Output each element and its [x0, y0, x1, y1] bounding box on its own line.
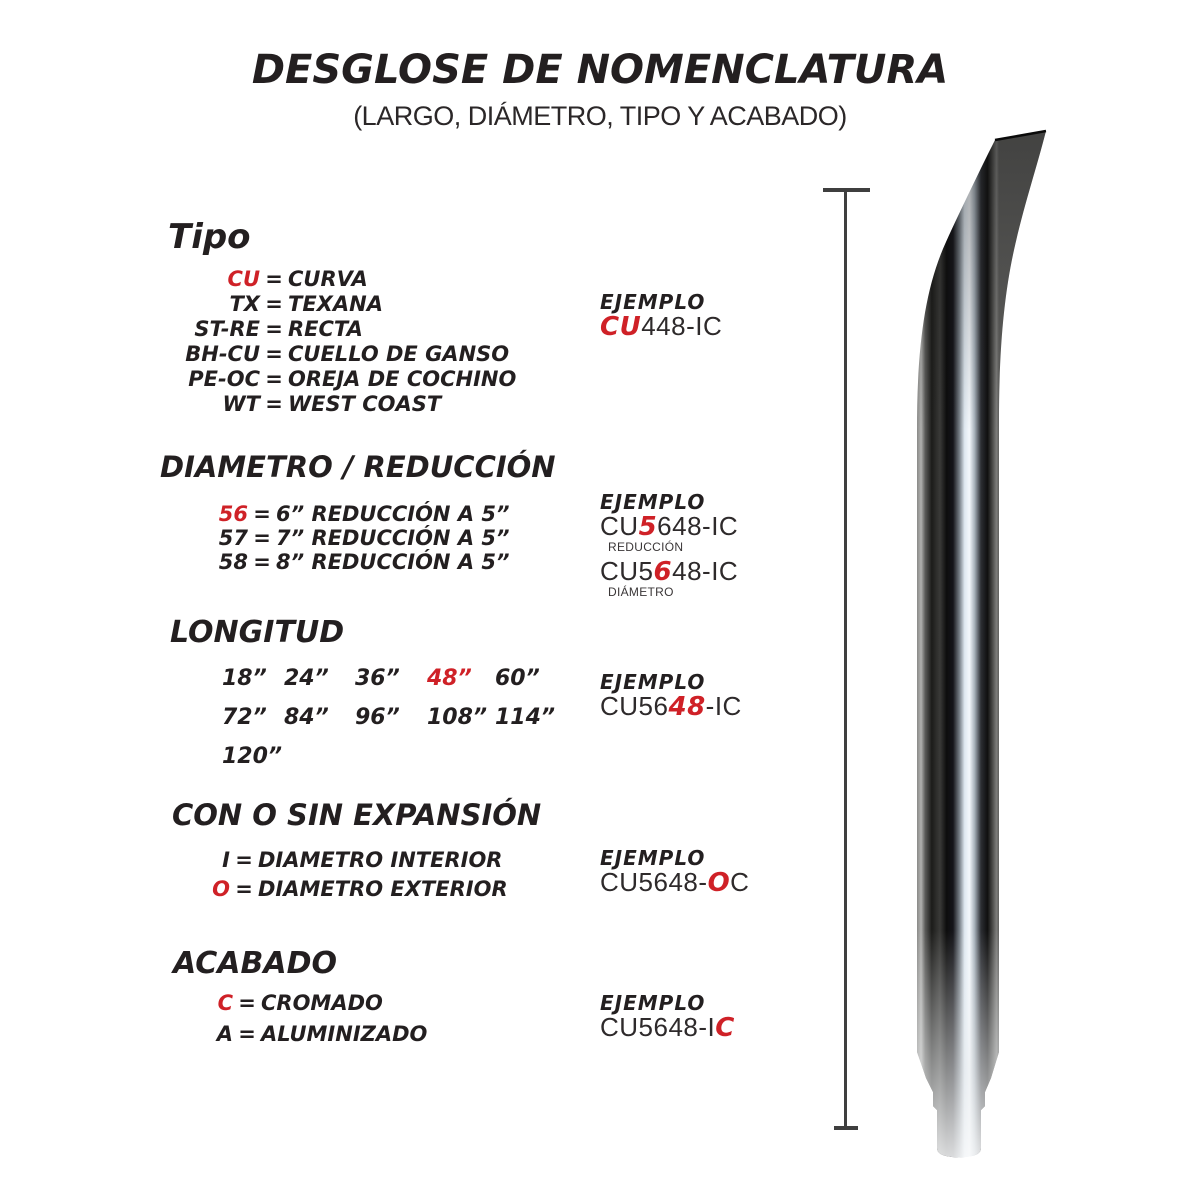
- def-row-c: [170, 988, 427, 1019]
- def-code: A: [216, 1022, 233, 1046]
- def-code: 56: [218, 502, 248, 526]
- def-row-56: [170, 502, 510, 526]
- def-value: DIAMETRO INTERIOR: [258, 848, 503, 872]
- equals-sign: =: [265, 267, 283, 291]
- code-segment: CU5648-: [600, 867, 708, 897]
- example-note-diametro: DIÁMETRO: [608, 585, 674, 599]
- def-value: CUELLO DE GANSO: [288, 342, 510, 366]
- def-code: PE-OC: [188, 367, 260, 391]
- def-value: 7” REDUCCIÓN A 5”: [276, 526, 510, 550]
- section-heading-tipo: Tipo: [168, 217, 251, 257]
- equals-sign: =: [265, 317, 283, 341]
- example-code-diametro: [600, 558, 738, 586]
- def-code: 58: [218, 550, 248, 574]
- code-segment: CU5648-I: [600, 1012, 716, 1042]
- example-label: EJEMPLO: [600, 490, 706, 514]
- example-label: EJEMPLO: [600, 846, 706, 870]
- section-heading-longitud: LONGITUD: [170, 615, 345, 650]
- def-value: 8” REDUCCIÓN A 5”: [276, 550, 510, 574]
- code-segment: -IC: [705, 691, 742, 721]
- equals-sign: =: [265, 367, 283, 391]
- example-code: [600, 693, 742, 721]
- def-row-58: [170, 550, 510, 574]
- def-value: CROMADO: [261, 991, 383, 1015]
- def-row-o: [170, 875, 508, 904]
- code-red-segment: 48: [668, 692, 706, 722]
- code-red-segment: CU: [600, 312, 642, 342]
- example-acabado: [600, 992, 735, 1042]
- example-label: EJEMPLO: [600, 290, 706, 314]
- def-row-tx: [170, 292, 516, 317]
- def-row-pe-oc: [170, 367, 516, 392]
- diametro-definitions: [170, 502, 510, 574]
- def-code: O: [212, 877, 230, 901]
- equals-sign: =: [238, 991, 256, 1015]
- length-item: 108”: [427, 705, 488, 730]
- section-heading-acabado: ACABADO: [173, 946, 338, 981]
- measure-line: [844, 190, 847, 1128]
- example-code-reduccion: [600, 513, 738, 541]
- example-label: EJEMPLO: [600, 991, 706, 1015]
- def-code: I: [222, 848, 230, 872]
- length-item: 60”: [495, 666, 540, 691]
- def-value: ALUMINIZADO: [261, 1022, 428, 1046]
- def-code: ST-RE: [194, 317, 260, 341]
- example-code: [600, 869, 749, 897]
- def-code: WT: [222, 392, 260, 416]
- pipe-top-shading: [917, 131, 1046, 430]
- code-red-segment: O: [707, 868, 731, 898]
- def-row-cu: [170, 267, 516, 292]
- equals-sign: =: [253, 526, 271, 550]
- section-heading-expansion: CON O SIN EXPANSIÓN: [172, 798, 542, 832]
- def-value: CURVA: [288, 267, 368, 291]
- example-tipo: [600, 291, 722, 341]
- def-row-bh-cu: [170, 342, 516, 367]
- example-diametro: [600, 491, 738, 599]
- def-value: RECTA: [288, 317, 363, 341]
- code-red-segment: 5: [638, 512, 658, 542]
- page-title: DESGLOSE DE NOMENCLATURA: [251, 47, 949, 93]
- equals-sign: =: [265, 392, 283, 416]
- length-item: 114”: [495, 705, 556, 730]
- length-item: 120”: [222, 744, 283, 769]
- length-item: 18”: [222, 666, 267, 691]
- length-item: 36”: [355, 666, 400, 691]
- equals-sign: =: [235, 848, 253, 872]
- def-value: TEXANA: [288, 292, 383, 316]
- def-code: TX: [229, 292, 260, 316]
- tipo-definitions: [170, 267, 516, 417]
- page-subtitle: (LARGO, DIÁMETRO, TIPO Y ACABADO): [353, 101, 847, 131]
- code-red-segment: 6: [653, 557, 673, 587]
- length-item: 84”: [284, 705, 329, 730]
- def-row-st-re: [170, 317, 516, 342]
- expansion-definitions: [170, 846, 508, 904]
- equals-sign: =: [235, 877, 253, 901]
- pipe-bottom-fade: [917, 930, 999, 1158]
- length-item: 24”: [284, 666, 329, 691]
- def-row-i: [170, 846, 508, 875]
- measure-cap-bottom: [834, 1126, 858, 1130]
- length-item: 96”: [355, 705, 400, 730]
- code-segment: 648-IC: [657, 511, 739, 541]
- def-code: CU: [227, 267, 260, 291]
- def-code: C: [217, 991, 233, 1015]
- equals-sign: =: [265, 292, 283, 316]
- acabado-definitions: [170, 988, 427, 1050]
- def-value: OREJA DE COCHINO: [288, 367, 517, 391]
- section-heading-diametro: DIAMETRO / REDUCCIÓN: [160, 450, 556, 484]
- equals-sign: =: [253, 550, 271, 574]
- code-segment: CU56: [600, 691, 669, 721]
- example-label: EJEMPLO: [600, 670, 706, 694]
- def-row-wt: [170, 392, 516, 417]
- def-value: WEST COAST: [288, 392, 442, 416]
- equals-sign: =: [238, 1022, 256, 1046]
- example-code: [600, 1014, 735, 1042]
- example-expansion: [600, 847, 749, 897]
- code-segment: 48-IC: [672, 556, 739, 586]
- example-note-reduccion: REDUCCIÓN: [608, 540, 684, 554]
- def-code: BH-CU: [185, 342, 260, 366]
- equals-sign: =: [265, 342, 283, 366]
- exhaust-pipe-illustration: [880, 110, 1120, 1200]
- code-segment: C: [730, 867, 750, 897]
- def-row-57: [170, 526, 510, 550]
- example-code: [600, 313, 722, 341]
- length-item: 72”: [222, 705, 267, 730]
- def-value: 6” REDUCCIÓN A 5”: [276, 502, 510, 526]
- longitud-grid: [222, 666, 555, 769]
- example-longitud: [600, 671, 742, 721]
- def-row-a: [170, 1019, 427, 1050]
- def-code: 57: [218, 526, 248, 550]
- def-value: DIAMETRO EXTERIOR: [258, 877, 508, 901]
- code-segment: CU5: [600, 556, 654, 586]
- code-red-segment: C: [715, 1013, 735, 1043]
- equals-sign: =: [253, 502, 271, 526]
- length-item: 48”: [427, 666, 472, 691]
- code-segment: CU: [600, 511, 639, 541]
- code-segment: 448-IC: [641, 311, 723, 341]
